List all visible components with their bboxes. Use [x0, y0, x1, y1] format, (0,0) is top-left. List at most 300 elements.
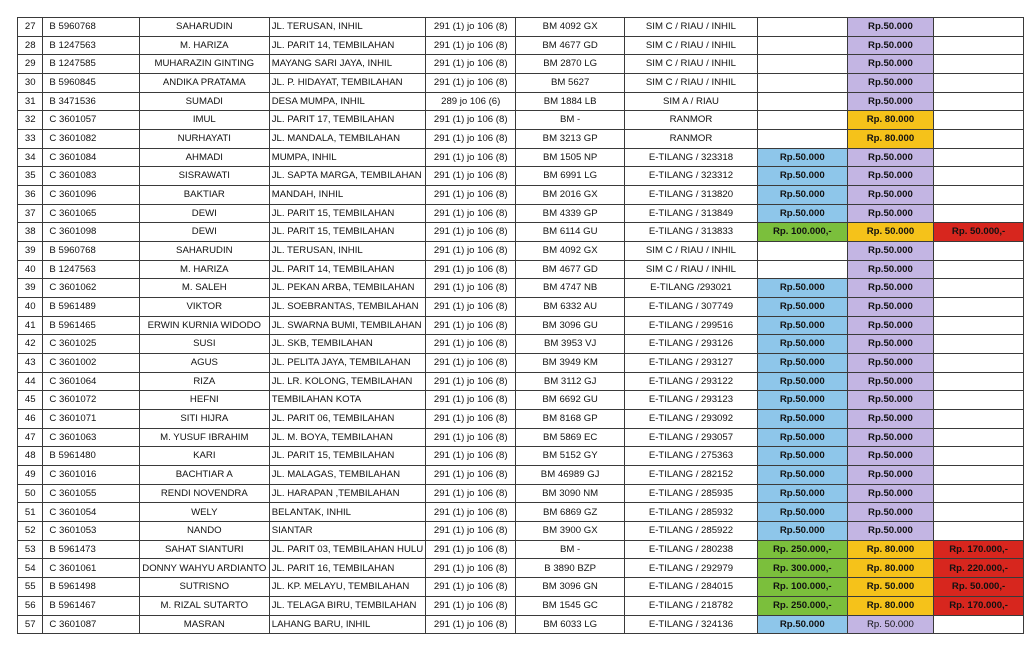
table-row — [18, 484, 1024, 503]
document-cell: RANMOR — [625, 130, 758, 149]
fine-amount-cell: Rp.50.000 — [757, 335, 847, 354]
plate-number-cell: BM 5152 GY — [516, 447, 625, 466]
article-cell: 291 (1) jo 106 (8) — [426, 74, 516, 93]
ticket-id-cell: C 3601072 — [43, 391, 139, 410]
address-cell: JL. PARIT 15, TEMBILAHAN — [269, 223, 425, 242]
fine-amount-cell: Rp. 100.000,- — [757, 223, 847, 242]
difference-amount-cell — [934, 242, 1024, 261]
document-cell: E-TILANG /293021 — [625, 279, 758, 298]
fine-amount-cell — [757, 18, 847, 37]
document-cell: SIM C / RIAU / INHIL — [625, 260, 758, 279]
ticket-id-cell: C 3601054 — [43, 503, 139, 522]
row-number-cell: 47 — [18, 428, 43, 447]
fine-amount-cell — [757, 55, 847, 74]
plate-number-cell: BM 6692 GU — [516, 391, 625, 410]
article-cell: 289 jo 106 (6) — [426, 92, 516, 111]
violator-name-cell: M. YUSUF IBRAHIM — [139, 428, 269, 447]
difference-amount-cell: Rp. 170.000,- — [934, 596, 1024, 615]
article-cell: 291 (1) jo 106 (8) — [426, 578, 516, 597]
deposit-amount-cell: Rp.50.000 — [847, 242, 934, 261]
fine-records-table — [17, 17, 1024, 634]
fine-amount-cell: Rp.50.000 — [757, 615, 847, 634]
fine-amount-cell — [757, 74, 847, 93]
document-cell: E-TILANG / 285935 — [625, 484, 758, 503]
deposit-amount-cell: Rp.50.000 — [847, 391, 934, 410]
difference-amount-cell: Rp. 50.000,- — [934, 578, 1024, 597]
article-cell: 291 (1) jo 106 (8) — [426, 428, 516, 447]
deposit-amount-cell: Rp. 50.000 — [847, 615, 934, 634]
fine-amount-cell — [757, 111, 847, 130]
table-row — [18, 447, 1024, 466]
document-cell: SIM A / RIAU — [625, 92, 758, 111]
deposit-amount-cell: Rp. 80.000 — [847, 559, 934, 578]
article-cell: 291 (1) jo 106 (8) — [426, 316, 516, 335]
article-cell: 291 (1) jo 106 (8) — [426, 242, 516, 261]
table-row — [18, 596, 1024, 615]
row-number-cell: 55 — [18, 578, 43, 597]
table-row — [18, 167, 1024, 186]
table-row — [18, 391, 1024, 410]
article-cell: 291 (1) jo 106 (8) — [426, 186, 516, 205]
document-cell: E-TILANG / 293126 — [625, 335, 758, 354]
table-row — [18, 18, 1024, 37]
document-cell: SIM C / RIAU / INHIL — [625, 36, 758, 55]
table-body — [18, 18, 1024, 634]
violator-name-cell: WELY — [139, 503, 269, 522]
deposit-amount-cell: Rp.50.000 — [847, 354, 934, 373]
difference-amount-cell — [934, 410, 1024, 429]
table-row — [18, 354, 1024, 373]
article-cell: 291 (1) jo 106 (8) — [426, 596, 516, 615]
row-number-cell: 31 — [18, 92, 43, 111]
difference-amount-cell — [934, 428, 1024, 447]
article-cell: 291 (1) jo 106 (8) — [426, 223, 516, 242]
difference-amount-cell: Rp. 220.000,- — [934, 559, 1024, 578]
article-cell: 291 (1) jo 106 (8) — [426, 354, 516, 373]
plate-number-cell: BM 3096 GN — [516, 578, 625, 597]
document-cell: E-TILANG / 293092 — [625, 410, 758, 429]
document-cell: E-TILANG / 293122 — [625, 372, 758, 391]
table-row — [18, 130, 1024, 149]
deposit-amount-cell: Rp. 80.000 — [847, 111, 934, 130]
article-cell: 291 (1) jo 106 (8) — [426, 466, 516, 485]
document-cell: SIM C / RIAU / INHIL — [625, 242, 758, 261]
ticket-id-cell: B 5961480 — [43, 447, 139, 466]
violator-name-cell: BACHTIAR A — [139, 466, 269, 485]
deposit-amount-cell: Rp.50.000 — [847, 428, 934, 447]
fine-amount-cell — [757, 260, 847, 279]
ticket-id-cell: C 3601096 — [43, 186, 139, 205]
row-number-cell: 33 — [18, 130, 43, 149]
plate-number-cell: BM - — [516, 111, 625, 130]
difference-amount-cell — [934, 335, 1024, 354]
difference-amount-cell — [934, 503, 1024, 522]
row-number-cell: 38 — [18, 223, 43, 242]
plate-number-cell: BM 3900 GX — [516, 522, 625, 541]
row-number-cell: 39 — [18, 242, 43, 261]
document-cell: E-TILANG / 323318 — [625, 148, 758, 167]
plate-number-cell: BM 6991 LG — [516, 167, 625, 186]
ticket-id-cell: B 1247563 — [43, 36, 139, 55]
row-number-cell: 40 — [18, 298, 43, 317]
violator-name-cell: M. RIZAL SUTARTO — [139, 596, 269, 615]
article-cell: 291 (1) jo 106 (8) — [426, 167, 516, 186]
violator-name-cell: SAHARUDIN — [139, 18, 269, 37]
article-cell: 291 (1) jo 106 (8) — [426, 391, 516, 410]
document-cell: RANMOR — [625, 111, 758, 130]
article-cell: 291 (1) jo 106 (8) — [426, 279, 516, 298]
fine-amount-cell: Rp.50.000 — [757, 391, 847, 410]
ticket-id-cell: C 3601084 — [43, 148, 139, 167]
deposit-amount-cell: Rp.50.000 — [847, 316, 934, 335]
fine-amount-cell: Rp.50.000 — [757, 428, 847, 447]
address-cell: MAYANG SARI JAYA, INHIL — [269, 55, 425, 74]
difference-amount-cell — [934, 167, 1024, 186]
fine-amount-cell: Rp.50.000 — [757, 410, 847, 429]
difference-amount-cell — [934, 354, 1024, 373]
address-cell: JL. TERUSAN, INHIL — [269, 18, 425, 37]
violator-name-cell: NANDO — [139, 522, 269, 541]
address-cell: JL. PARIT 14, TEMBILAHAN — [269, 260, 425, 279]
address-cell: JL. M. BOYA, TEMBILAHAN — [269, 428, 425, 447]
article-cell: 291 (1) jo 106 (8) — [426, 559, 516, 578]
article-cell: 291 (1) jo 106 (8) — [426, 503, 516, 522]
violator-name-cell: M. HARIZA — [139, 260, 269, 279]
difference-amount-cell — [934, 148, 1024, 167]
address-cell: LAHANG BARU, INHIL — [269, 615, 425, 634]
document-cell: SIM C / RIAU / INHIL — [625, 74, 758, 93]
address-cell: JL. PELITA JAYA, TEMBILAHAN — [269, 354, 425, 373]
row-number-cell: 48 — [18, 447, 43, 466]
ticket-id-cell: C 3601053 — [43, 522, 139, 541]
deposit-amount-cell: Rp.50.000 — [847, 372, 934, 391]
deposit-amount-cell: Rp.50.000 — [847, 279, 934, 298]
deposit-amount-cell: Rp.50.000 — [847, 74, 934, 93]
plate-number-cell: BM 4092 GX — [516, 18, 625, 37]
fine-amount-cell: Rp.50.000 — [757, 372, 847, 391]
row-number-cell: 41 — [18, 316, 43, 335]
deposit-amount-cell: Rp.50.000 — [847, 298, 934, 317]
plate-number-cell: BM 5627 — [516, 74, 625, 93]
table-row — [18, 522, 1024, 541]
address-cell: BELANTAK, INHIL — [269, 503, 425, 522]
difference-amount-cell — [934, 466, 1024, 485]
row-number-cell: 32 — [18, 111, 43, 130]
address-cell: JL. PARIT 15, TEMBILAHAN — [269, 447, 425, 466]
article-cell: 291 (1) jo 106 (8) — [426, 615, 516, 634]
ticket-id-cell: B 5961489 — [43, 298, 139, 317]
document-cell: E-TILANG / 307749 — [625, 298, 758, 317]
table-row — [18, 615, 1024, 634]
document-cell: E-TILANG / 292979 — [625, 559, 758, 578]
plate-number-cell: BM 3096 GU — [516, 316, 625, 335]
document-cell: E-TILANG / 280238 — [625, 540, 758, 559]
ticket-id-cell: C 3601055 — [43, 484, 139, 503]
plate-number-cell: BM 6114 GU — [516, 223, 625, 242]
document-cell: E-TILANG / 293127 — [625, 354, 758, 373]
violator-name-cell: M. HARIZA — [139, 36, 269, 55]
deposit-amount-cell: Rp.50.000 — [847, 447, 934, 466]
document-cell: SIM C / RIAU / INHIL — [625, 18, 758, 37]
document-cell: E-TILANG / 324136 — [625, 615, 758, 634]
ticket-id-cell: B 5961473 — [43, 540, 139, 559]
fine-amount-cell — [757, 36, 847, 55]
ticket-id-cell: B 1247563 — [43, 260, 139, 279]
table-row — [18, 298, 1024, 317]
fine-amount-cell: Rp.50.000 — [757, 186, 847, 205]
difference-amount-cell: Rp. 170.000,- — [934, 540, 1024, 559]
difference-amount-cell — [934, 447, 1024, 466]
table-row — [18, 204, 1024, 223]
plate-number-cell: BM 6869 GZ — [516, 503, 625, 522]
plate-number-cell: BM 3953 VJ — [516, 335, 625, 354]
row-number-cell: 42 — [18, 335, 43, 354]
violator-name-cell: SAHARUDIN — [139, 242, 269, 261]
fine-amount-cell — [757, 92, 847, 111]
address-cell: JL. HARAPAN ,TEMBILAHAN — [269, 484, 425, 503]
ticket-id-cell: C 3601098 — [43, 223, 139, 242]
table-row — [18, 111, 1024, 130]
row-number-cell: 34 — [18, 148, 43, 167]
article-cell: 291 (1) jo 106 (8) — [426, 540, 516, 559]
ticket-id-cell: C 3601061 — [43, 559, 139, 578]
document-cell: E-TILANG / 299516 — [625, 316, 758, 335]
deposit-amount-cell: Rp.50.000 — [847, 503, 934, 522]
row-number-cell: 43 — [18, 354, 43, 373]
deposit-amount-cell: Rp. 50.000 — [847, 223, 934, 242]
difference-amount-cell — [934, 18, 1024, 37]
row-number-cell: 57 — [18, 615, 43, 634]
address-cell: JL. PARIT 15, TEMBILAHAN — [269, 204, 425, 223]
article-cell: 291 (1) jo 106 (8) — [426, 148, 516, 167]
violator-name-cell: RENDI NOVENDRA — [139, 484, 269, 503]
row-number-cell: 37 — [18, 204, 43, 223]
plate-number-cell: BM 6332 AU — [516, 298, 625, 317]
address-cell: JL. PARIT 17, TEMBILAHAN — [269, 111, 425, 130]
document-cell: SIM C / RIAU / INHIL — [625, 55, 758, 74]
ticket-id-cell: C 3601002 — [43, 354, 139, 373]
difference-amount-cell — [934, 55, 1024, 74]
article-cell: 291 (1) jo 106 (8) — [426, 130, 516, 149]
address-cell: MUMPA, INHIL — [269, 148, 425, 167]
address-cell: JL. MALAGAS, TEMBILAHAN — [269, 466, 425, 485]
ticket-id-cell: B 1247585 — [43, 55, 139, 74]
difference-amount-cell — [934, 522, 1024, 541]
document-cell: E-TILANG / 275363 — [625, 447, 758, 466]
violator-name-cell: RIZA — [139, 372, 269, 391]
address-cell: JL. KP. MELAYU, TEMBILAHAN — [269, 578, 425, 597]
deposit-amount-cell: Rp.50.000 — [847, 36, 934, 55]
violator-name-cell: BAKTIAR — [139, 186, 269, 205]
deposit-amount-cell: Rp.50.000 — [847, 55, 934, 74]
deposit-amount-cell: Rp.50.000 — [847, 186, 934, 205]
violator-name-cell: DONNY WAHYU ARDIANTO — [139, 559, 269, 578]
plate-number-cell: BM 2016 GX — [516, 186, 625, 205]
fine-amount-cell: Rp.50.000 — [757, 279, 847, 298]
article-cell: 291 (1) jo 106 (8) — [426, 36, 516, 55]
ticket-id-cell: C 3601064 — [43, 372, 139, 391]
deposit-amount-cell: Rp. 80.000 — [847, 130, 934, 149]
address-cell: JL. TELAGA BIRU, TEMBILAHAN — [269, 596, 425, 615]
violator-name-cell: MASRAN — [139, 615, 269, 634]
ticket-id-cell: C 3601065 — [43, 204, 139, 223]
deposit-amount-cell: Rp.50.000 — [847, 204, 934, 223]
ticket-id-cell: B 5961467 — [43, 596, 139, 615]
plate-number-cell: BM 4747 NB — [516, 279, 625, 298]
fine-amount-cell: Rp.50.000 — [757, 298, 847, 317]
deposit-amount-cell: Rp.50.000 — [847, 484, 934, 503]
deposit-amount-cell: Rp.50.000 — [847, 148, 934, 167]
document-cell: E-TILANG / 285922 — [625, 522, 758, 541]
plate-number-cell: B 3890 BZP — [516, 559, 625, 578]
deposit-amount-cell: Rp.50.000 — [847, 92, 934, 111]
row-number-cell: 52 — [18, 522, 43, 541]
ticket-id-cell: B 5960768 — [43, 18, 139, 37]
address-cell: JL. TERUSAN, INHIL — [269, 242, 425, 261]
row-number-cell: 27 — [18, 18, 43, 37]
plate-number-cell: BM 4339 GP — [516, 204, 625, 223]
fine-amount-cell: Rp. 250.000,- — [757, 596, 847, 615]
violator-name-cell: SITI HIJRA — [139, 410, 269, 429]
row-number-cell: 56 — [18, 596, 43, 615]
document-cell: E-TILANG / 323312 — [625, 167, 758, 186]
row-number-cell: 36 — [18, 186, 43, 205]
fine-amount-cell: Rp.50.000 — [757, 354, 847, 373]
article-cell: 291 (1) jo 106 (8) — [426, 18, 516, 37]
fine-amount-cell: Rp.50.000 — [757, 204, 847, 223]
table-row — [18, 578, 1024, 597]
table-row — [18, 372, 1024, 391]
plate-number-cell: BM 4677 GD — [516, 36, 625, 55]
row-number-cell: 50 — [18, 484, 43, 503]
row-number-cell: 35 — [18, 167, 43, 186]
fine-amount-cell — [757, 242, 847, 261]
deposit-amount-cell: Rp. 50.000 — [847, 578, 934, 597]
violator-name-cell: SISRAWATI — [139, 167, 269, 186]
plate-number-cell: BM 3949 KM — [516, 354, 625, 373]
difference-amount-cell — [934, 484, 1024, 503]
violator-name-cell: VIKTOR — [139, 298, 269, 317]
row-number-cell: 45 — [18, 391, 43, 410]
fine-amount-cell: Rp.50.000 — [757, 484, 847, 503]
difference-amount-cell — [934, 279, 1024, 298]
difference-amount-cell — [934, 372, 1024, 391]
row-number-cell: 44 — [18, 372, 43, 391]
table-row — [18, 503, 1024, 522]
address-cell: JL. P. HIDAYAT, TEMBILAHAN — [269, 74, 425, 93]
table-row — [18, 55, 1024, 74]
table-row — [18, 74, 1024, 93]
plate-number-cell: BM 1545 GC — [516, 596, 625, 615]
row-number-cell: 46 — [18, 410, 43, 429]
plate-number-cell: BM 3112 GJ — [516, 372, 625, 391]
table-row — [18, 316, 1024, 335]
violator-name-cell: HEFNI — [139, 391, 269, 410]
violator-name-cell: SAHAT SIANTURI — [139, 540, 269, 559]
plate-number-cell: BM 4092 GX — [516, 242, 625, 261]
difference-amount-cell: Rp. 50.000,- — [934, 223, 1024, 242]
ticket-id-cell: B 5960768 — [43, 242, 139, 261]
deposit-amount-cell: Rp.50.000 — [847, 410, 934, 429]
difference-amount-cell — [934, 298, 1024, 317]
table-row — [18, 260, 1024, 279]
ticket-id-cell: C 3601062 — [43, 279, 139, 298]
violator-name-cell: SUMADI — [139, 92, 269, 111]
fine-amount-cell: Rp.50.000 — [757, 447, 847, 466]
difference-amount-cell — [934, 204, 1024, 223]
document-cell: E-TILANG / 285932 — [625, 503, 758, 522]
plate-number-cell: BM 4677 GD — [516, 260, 625, 279]
document-cell: E-TILANG / 313820 — [625, 186, 758, 205]
violator-name-cell: SUSI — [139, 335, 269, 354]
table-row — [18, 559, 1024, 578]
difference-amount-cell — [934, 260, 1024, 279]
document-cell: E-TILANG / 218782 — [625, 596, 758, 615]
address-cell: JL. LR. KOLONG, TEMBILAHAN — [269, 372, 425, 391]
row-number-cell: 29 — [18, 55, 43, 74]
violator-name-cell: AHMADI — [139, 148, 269, 167]
address-cell: JL. PARIT 16, TEMBILAHAN — [269, 559, 425, 578]
violator-name-cell: M. SALEH — [139, 279, 269, 298]
row-number-cell: 28 — [18, 36, 43, 55]
article-cell: 291 (1) jo 106 (8) — [426, 335, 516, 354]
table-row — [18, 186, 1024, 205]
article-cell: 291 (1) jo 106 (8) — [426, 522, 516, 541]
document-cell: E-TILANG / 284015 — [625, 578, 758, 597]
ticket-id-cell: C 3601071 — [43, 410, 139, 429]
plate-number-cell: BM 3213 GP — [516, 130, 625, 149]
violator-name-cell: DEWI — [139, 223, 269, 242]
plate-number-cell: BM 1884 LB — [516, 92, 625, 111]
ticket-id-cell: B 5961465 — [43, 316, 139, 335]
fine-amount-cell — [757, 130, 847, 149]
difference-amount-cell — [934, 615, 1024, 634]
plate-number-cell: BM - — [516, 540, 625, 559]
violator-name-cell: DEWI — [139, 204, 269, 223]
table-row — [18, 242, 1024, 261]
fine-amount-cell: Rp. 100.000,- — [757, 578, 847, 597]
difference-amount-cell — [934, 74, 1024, 93]
article-cell: 291 (1) jo 106 (8) — [426, 111, 516, 130]
address-cell: JL. MANDALA, TEMBILAHAN — [269, 130, 425, 149]
violator-name-cell: ANDIKA PRATAMA — [139, 74, 269, 93]
document-cell: E-TILANG / 293057 — [625, 428, 758, 447]
document-cell: E-TILANG / 313849 — [625, 204, 758, 223]
violator-name-cell: ERWIN KURNIA WIDODO — [139, 316, 269, 335]
ticket-id-cell: C 3601057 — [43, 111, 139, 130]
table-row — [18, 466, 1024, 485]
deposit-amount-cell: Rp.50.000 — [847, 335, 934, 354]
plate-number-cell: BM 5869 EC — [516, 428, 625, 447]
article-cell: 291 (1) jo 106 (8) — [426, 484, 516, 503]
difference-amount-cell — [934, 316, 1024, 335]
deposit-amount-cell: Rp.50.000 — [847, 466, 934, 485]
fine-amount-cell: Rp.50.000 — [757, 466, 847, 485]
ticket-id-cell: C 3601063 — [43, 428, 139, 447]
fine-amount-cell: Rp.50.000 — [757, 148, 847, 167]
table-row — [18, 279, 1024, 298]
fine-amount-cell: Rp.50.000 — [757, 522, 847, 541]
table-row — [18, 36, 1024, 55]
fine-amount-cell: Rp. 300.000,- — [757, 559, 847, 578]
difference-amount-cell — [934, 391, 1024, 410]
violator-name-cell: AGUS — [139, 354, 269, 373]
ticket-id-cell: C 3601087 — [43, 615, 139, 634]
plate-number-cell: BM 3090 NM — [516, 484, 625, 503]
row-number-cell: 40 — [18, 260, 43, 279]
article-cell: 291 (1) jo 106 (8) — [426, 410, 516, 429]
table-row — [18, 92, 1024, 111]
